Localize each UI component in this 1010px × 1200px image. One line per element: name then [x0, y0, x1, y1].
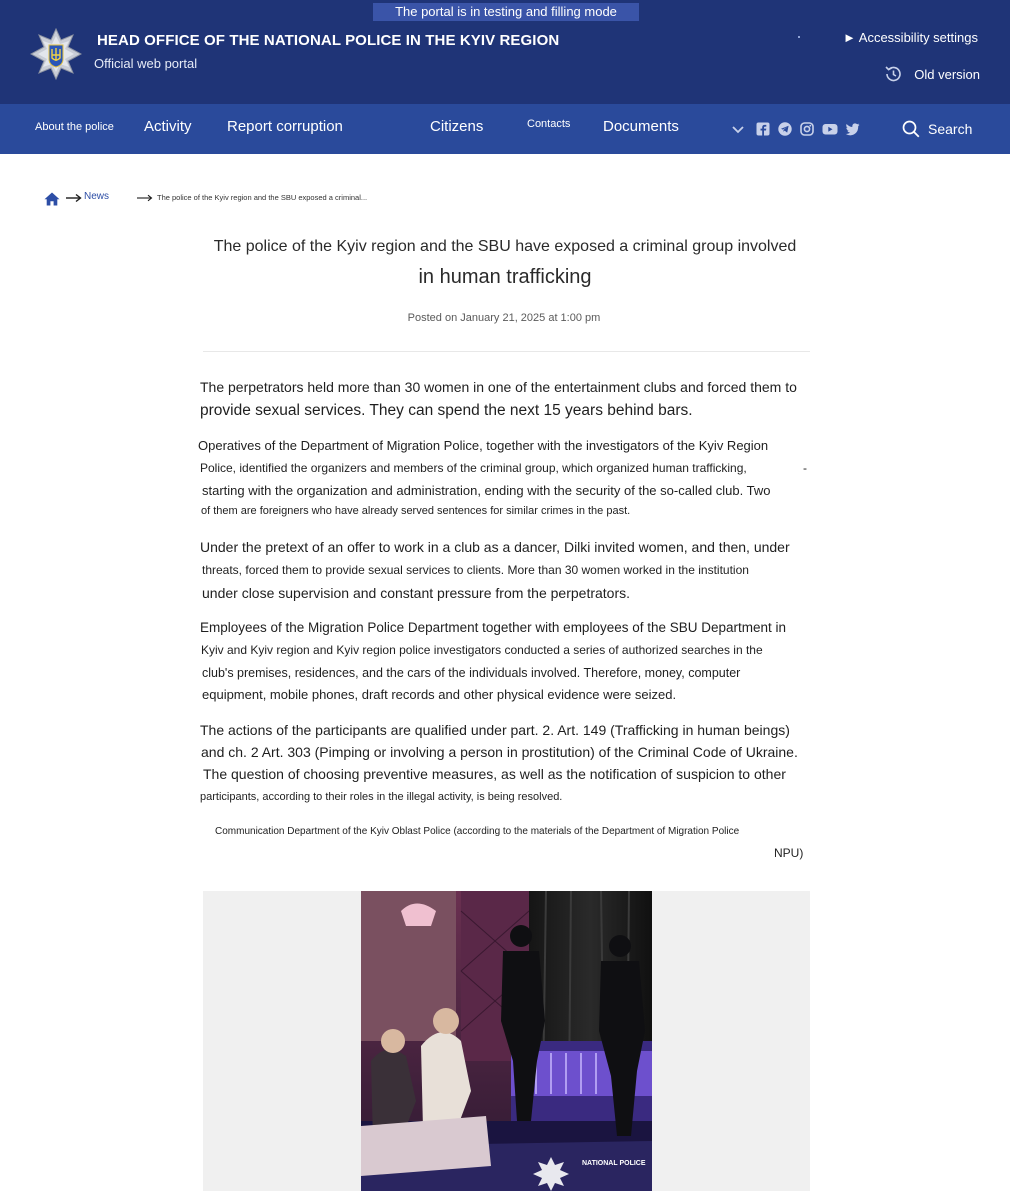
article-title-line-2: in human trafficking — [418, 266, 592, 288]
facebook-icon[interactable] — [756, 122, 770, 136]
history-icon — [882, 63, 904, 85]
nav-about-the-police[interactable]: About the police — [35, 121, 114, 133]
article-text-line: The question of choosing preventive measures, as well as the notification of suspicion to other — [203, 766, 786, 782]
article-text-line: The perpetrators held more than 30 women in one of the entertainment clubs and forced them to — [200, 379, 797, 395]
search-label: Search — [928, 121, 973, 137]
youtube-icon[interactable] — [822, 122, 838, 136]
site-subtitle: Official web portal — [94, 56, 198, 71]
chevron-down-icon[interactable] — [731, 122, 745, 136]
police-emblem-icon[interactable] — [30, 28, 82, 80]
article-text-line: of them are foreigners who have already served sentences for similar crimes in the past. — [201, 505, 631, 517]
divider — [203, 351, 810, 352]
stray-dash: - — [803, 461, 807, 475]
article-text-line: and ch. 2 Art. 303 (Pimping or involving a person in prostitution) of the Criminal Code of Ukraine. — [201, 744, 798, 760]
nav-documents[interactable]: Documents — [603, 118, 679, 135]
old-version-label: Old version — [914, 66, 980, 82]
nav-activity[interactable]: Activity — [144, 118, 192, 135]
article-text-line: Operatives of the Department of Migration Police, together with the investigators of the Kyiv Region — [198, 438, 769, 453]
main-navigation — [0, 104, 1010, 154]
article-text-line: threats, forced them to provide sexual services to clients. More than 30 women worked in the institution — [202, 563, 749, 577]
instagram-icon[interactable] — [800, 122, 814, 136]
old-version-link[interactable] — [882, 63, 980, 85]
nav-citizens[interactable]: Citizens — [430, 118, 484, 135]
article-text-line: Kyiv and Kyiv region and Kyiv region police investigators conducted a series of authorized searches in the — [201, 643, 763, 657]
accessibility-settings-link[interactable]: ► Accessibility settings — [843, 30, 978, 45]
article-text-line: participants, according to their roles in the illegal activity, is being resolved. — [200, 791, 563, 803]
search-button[interactable] — [902, 104, 972, 154]
photo-illustration — [361, 891, 652, 1191]
posted-date: Posted on January 21, 2025 at 1:00 pm — [407, 312, 601, 324]
article-text-line: The actions of the participants are qualified under part. 2. Art. 149 (Trafficking in human beings) — [200, 722, 790, 738]
twitter-icon[interactable] — [845, 122, 860, 136]
site-title[interactable]: HEAD OFFICE OF THE NATIONAL POLICE IN THE KYIV REGION — [97, 32, 560, 49]
breadcrumb-news-link[interactable]: News — [84, 191, 110, 202]
article-credit: Communication Department of the Kyiv Oblast Police (according to the materials of the Department of Migration Police — [215, 826, 740, 837]
article-title-line-1: The police of the Kyiv region and the SBU have exposed a criminal group involved — [213, 238, 797, 255]
site-header — [0, 0, 1010, 104]
article-photo[interactable] — [361, 891, 652, 1191]
test-mode-banner: The portal is in testing and filling mode — [373, 3, 639, 21]
article-credit: NPU) — [774, 846, 804, 860]
nav-contacts[interactable]: Contacts — [527, 118, 571, 130]
article-text-line: provide sexual services. They can spend the next 15 years behind bars. — [200, 402, 693, 419]
arrow-right-icon — [137, 194, 153, 202]
decorative-dot — [798, 36, 800, 38]
nav-report-corruption[interactable]: Report corruption — [227, 118, 343, 135]
article-text-line: under close supervision and constant pressure from the perpetrators. — [202, 585, 631, 601]
article-text-line: Police, identified the organizers and members of the criminal group, which organized human trafficking, — [200, 461, 747, 475]
photo-watermark: NATIONAL POLICE — [582, 1160, 646, 1167]
breadcrumb-current-page: The police of the Kyiv region and the SBU exposed a criminal... — [157, 193, 368, 202]
article-text-line: club's premises, residences, and the cars of the individuals involved. Therefore, money, computer — [202, 666, 741, 680]
article-text-line: equipment, mobile phones, draft records and other physical evidence were seized. — [202, 687, 677, 702]
arrow-right-icon — [66, 192, 82, 204]
search-icon — [902, 120, 920, 138]
telegram-icon[interactable] — [778, 122, 792, 136]
article-text-line: Under the pretext of an offer to work in a club as a dancer, Dilki invited women, and then, under — [200, 539, 790, 555]
article-text-line: Employees of the Migration Police Department together with employees of the SBU Department in — [200, 620, 787, 635]
article-text-line: starting with the organization and administration, ending with the security of the so-called club. Two — [202, 483, 771, 498]
home-icon[interactable] — [44, 192, 60, 206]
